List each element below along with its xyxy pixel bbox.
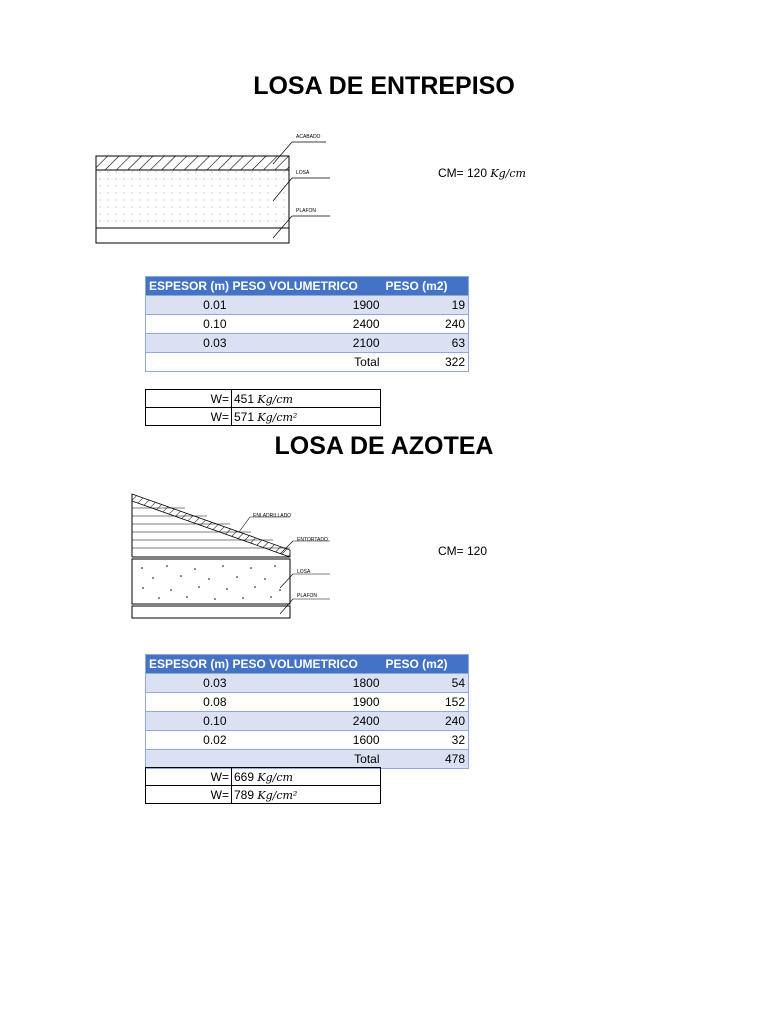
azotea-table: [145, 654, 469, 769]
table-row: [146, 693, 469, 712]
label-losa: LOSA: [297, 569, 311, 575]
table-row: [146, 712, 469, 731]
table-total-row: [146, 353, 469, 372]
header-peso: PESO (m2): [383, 655, 469, 674]
cell-espesor: 0.02: [146, 731, 230, 750]
entrepiso-cm-unit: Kg/cm: [490, 167, 526, 180]
label-plafon: PLAFON: [296, 208, 317, 214]
table-header-row: [146, 655, 469, 674]
azotea-title: LOSA DE AZOTEA: [274, 432, 494, 460]
w-row: [146, 390, 381, 408]
cell-peso-volumetrico: 1600: [230, 731, 383, 750]
table-row: [146, 674, 469, 693]
cell-peso-volumetrico: 1900: [230, 296, 383, 315]
cell-espesor: 0.10: [146, 315, 230, 334]
header-peso-volumetrico: PESO VOLUMETRICO: [230, 277, 383, 296]
label-losa: LOSA: [296, 170, 310, 176]
cell-espesor: 0.03: [146, 674, 230, 693]
azotea-w-table: [145, 767, 381, 804]
cell-espesor: 0.10: [146, 712, 230, 731]
w-label: W=: [146, 768, 232, 786]
label-enladrillado: ENLADRILLADO: [253, 513, 292, 519]
w-label: W=: [146, 390, 232, 408]
entrepiso-table: [145, 276, 469, 372]
total-label: Total: [230, 750, 383, 769]
header-peso-volumetrico: PESO VOLUMETRICO: [230, 655, 383, 674]
entrepiso-cm: [438, 166, 526, 180]
table-row: [146, 334, 469, 353]
w-value: 789 Kg/cm²: [232, 786, 381, 804]
table-header-row: [146, 277, 469, 296]
cell-espesor: 0.03: [146, 334, 230, 353]
azotea-cm-label: CM= 120: [438, 544, 488, 558]
w-row: [146, 768, 381, 786]
w-row: [146, 786, 381, 804]
total-label: Total: [230, 353, 383, 372]
cell-peso: 54: [383, 674, 469, 693]
cell-peso: 152: [383, 693, 469, 712]
cell-peso-volumetrico: 2400: [230, 712, 383, 731]
table-row: [146, 731, 469, 750]
w-value: 571 Kg/cm²: [232, 408, 381, 426]
entrepiso-section-diagram: [90, 128, 350, 248]
w-value: 451 Kg/cm: [232, 390, 381, 408]
header-espesor: ESPESOR (m): [146, 655, 230, 674]
cell-peso-volumetrico: 1900: [230, 693, 383, 712]
entrepiso-cm-label: CM= 120: [438, 166, 488, 180]
w-label: W=: [146, 408, 232, 426]
cell-peso: 63: [383, 334, 469, 353]
cell-peso: 240: [383, 315, 469, 334]
entrepiso-w-table: [145, 389, 381, 426]
w-label: W=: [146, 786, 232, 804]
header-peso: PESO (m2): [383, 277, 469, 296]
label-plafon: PLAFON: [297, 593, 318, 599]
label-acabado: ACABADO: [296, 134, 321, 140]
total-value: 478: [383, 750, 469, 769]
azotea-cm: [438, 544, 487, 558]
cell-peso-volumetrico: 1800: [230, 674, 383, 693]
w-value: 669 Kg/cm: [232, 768, 381, 786]
w-row: [146, 408, 381, 426]
table-total-row: [146, 750, 469, 769]
cell-peso-volumetrico: 2400: [230, 315, 383, 334]
cell-espesor: 0.01: [146, 296, 230, 315]
table-row: [146, 315, 469, 334]
azotea-section-diagram: [125, 490, 365, 625]
header-espesor: ESPESOR (m): [146, 277, 230, 296]
cell-peso-volumetrico: 2100: [230, 334, 383, 353]
total-value: 322: [383, 353, 469, 372]
cell-peso: 19: [383, 296, 469, 315]
table-row: [146, 296, 469, 315]
entrepiso-title: LOSA DE ENTREPISO: [253, 72, 515, 100]
label-entortado: ENTORTADO: [297, 537, 328, 543]
cell-peso: 240: [383, 712, 469, 731]
cell-espesor: 0.08: [146, 693, 230, 712]
cell-peso: 32: [383, 731, 469, 750]
